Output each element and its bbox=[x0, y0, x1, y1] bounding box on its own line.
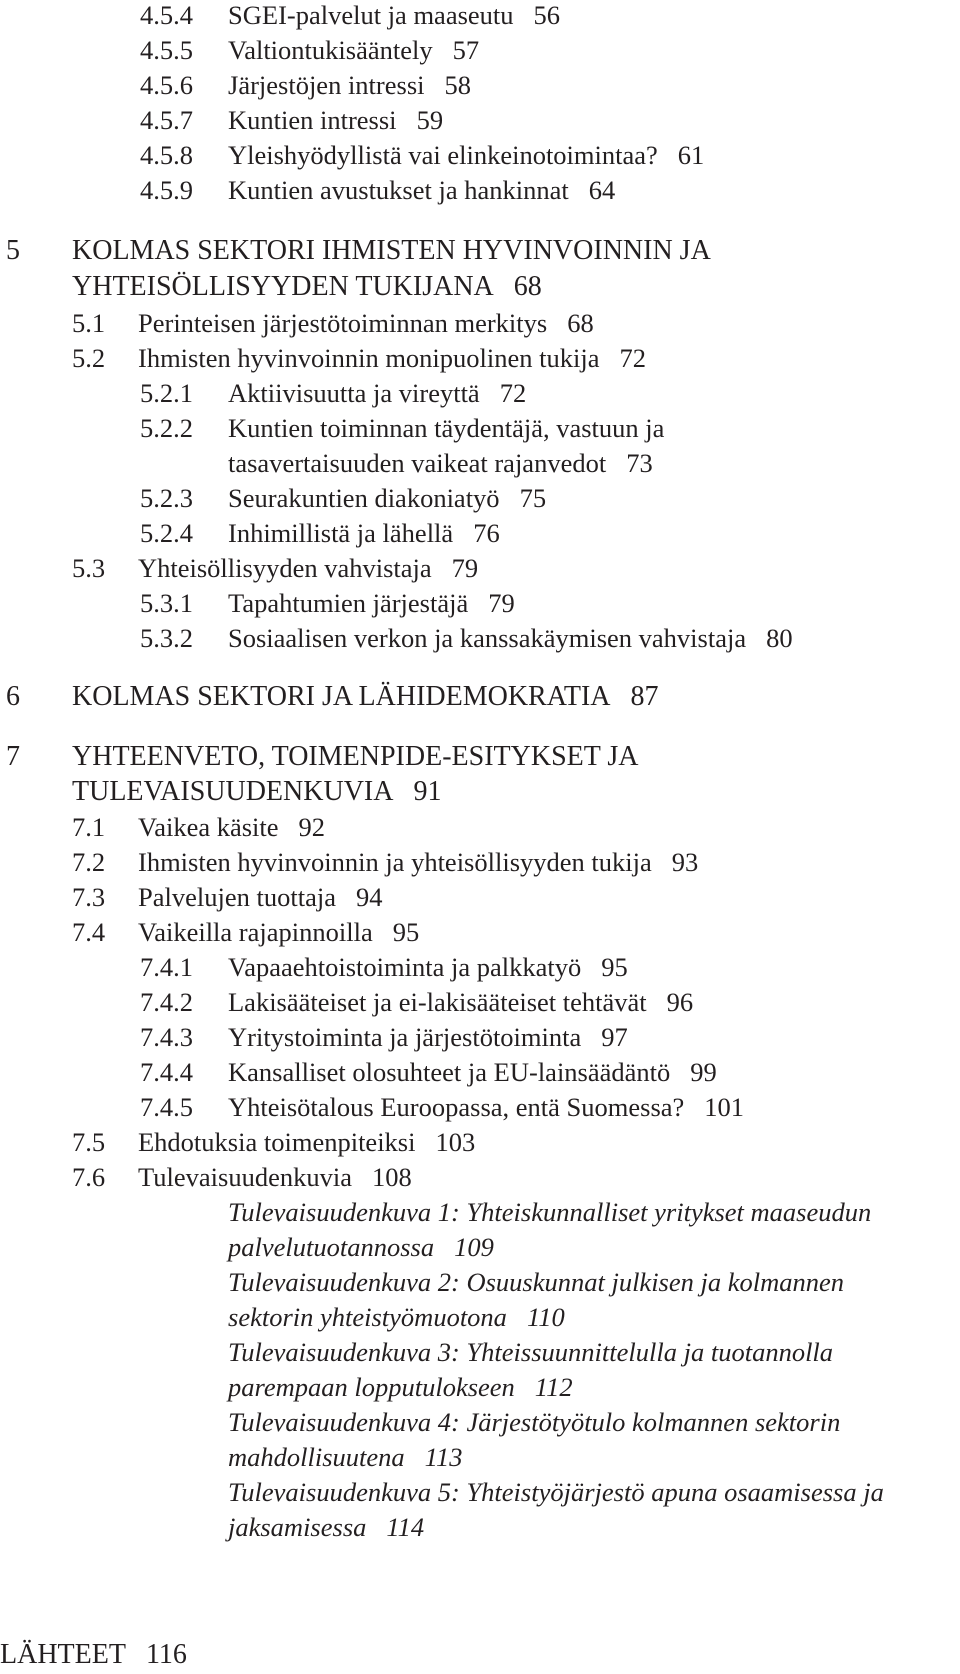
entry-title: Ihmisten hyvinvoinnin ja yhteisöllisyyden tukija bbox=[138, 847, 652, 877]
entry-title: Tulevaisuudenkuvia bbox=[138, 1162, 352, 1192]
entry-page: 79 bbox=[451, 553, 479, 583]
vision-title: jaksamisessa bbox=[228, 1512, 367, 1542]
entry-page: 91 bbox=[413, 776, 442, 807]
toc-vision-continuation bbox=[228, 1372, 573, 1402]
entry-number: 7.1 bbox=[72, 812, 106, 842]
entry-number: 5.2.2 bbox=[140, 413, 193, 443]
entry-title: Seurakuntien diakoniatyö bbox=[228, 483, 500, 513]
toc-entry bbox=[72, 1127, 475, 1157]
entry-number: 4.5.9 bbox=[140, 175, 193, 205]
entry-page: 110 bbox=[526, 1302, 565, 1332]
entry-page: 101 bbox=[704, 1092, 745, 1122]
toc-entry bbox=[72, 553, 478, 583]
toc-entry bbox=[72, 1162, 412, 1192]
toc-entry bbox=[140, 1057, 717, 1087]
entry-page: 112 bbox=[534, 1372, 573, 1402]
entry-number: 7.4.2 bbox=[140, 987, 193, 1017]
entry-page: 94 bbox=[355, 882, 383, 912]
toc-entry bbox=[72, 308, 594, 338]
entry-page: 92 bbox=[298, 812, 326, 842]
toc-entry bbox=[140, 378, 526, 408]
toc-vision-continuation bbox=[228, 1232, 494, 1262]
entry-page: 68 bbox=[513, 271, 542, 302]
chapter-number: 5 bbox=[6, 235, 20, 266]
chapter-title: TULEVAISUUDENKUVIA bbox=[72, 776, 394, 807]
entry-number: 5.1 bbox=[72, 308, 106, 338]
vision-title: Tulevaisuudenkuva 5: Yhteistyöjärjestö apuna osaamisessa ja bbox=[228, 1477, 884, 1507]
toc-chapter bbox=[6, 742, 638, 772]
toc-entry bbox=[140, 413, 664, 443]
entry-page: 109 bbox=[454, 1232, 494, 1262]
toc-vision bbox=[228, 1197, 871, 1227]
entry-page: 103 bbox=[435, 1127, 476, 1157]
toc-entry bbox=[140, 588, 515, 618]
vision-title: mahdollisuutena bbox=[228, 1442, 405, 1472]
entry-number: 4.5.8 bbox=[140, 140, 193, 170]
vision-title: Tulevaisuudenkuva 1: Yhteiskunnalliset yritykset maaseudun bbox=[228, 1197, 872, 1227]
entry-number: 4.5.4 bbox=[140, 0, 193, 30]
entry-number: 4.5.5 bbox=[140, 35, 193, 65]
entry-page: 108 bbox=[371, 1162, 412, 1192]
entry-title: Tapahtumien järjestäjä bbox=[228, 588, 469, 618]
toc-vision bbox=[228, 1337, 833, 1367]
entry-number: 4.5.7 bbox=[140, 105, 193, 135]
entry-title: Sosiaalisen verkon ja kanssakäymisen vahvistaja bbox=[228, 623, 747, 653]
entry-number: 4.5.6 bbox=[140, 70, 193, 100]
entry-title: Palvelujen tuottaja bbox=[138, 882, 336, 912]
entry-title: Perinteisen järjestötoiminnan merkitys bbox=[138, 308, 548, 338]
entry-number: 7.4.5 bbox=[140, 1092, 193, 1122]
entry-page: 64 bbox=[588, 175, 616, 205]
chapter-title: KOLMAS SEKTORI IHMISTEN HYVINVOINNIN JA bbox=[72, 235, 711, 266]
entry-title: Kuntien toiminnan täydentäjä, vastuun ja bbox=[228, 413, 665, 443]
vision-title: parempaan lopputulokseen bbox=[228, 1372, 515, 1402]
chapter-title: KOLMAS SEKTORI JA LÄHIDEMOKRATIA bbox=[72, 681, 611, 712]
entry-page: 57 bbox=[452, 35, 480, 65]
entry-page: 95 bbox=[392, 917, 420, 947]
entry-title: Yleishyödyllistä vai elinkeinotoimintaa? bbox=[228, 140, 658, 170]
entry-number: 5.3.2 bbox=[140, 623, 193, 653]
toc-vision bbox=[228, 1267, 844, 1297]
entry-page: 87 bbox=[630, 681, 659, 712]
entry-page: 75 bbox=[519, 483, 547, 513]
entry-number: 7.2 bbox=[72, 847, 106, 877]
toc-entry bbox=[140, 175, 615, 205]
entry-title: Vaikeilla rajapinnoilla bbox=[138, 917, 373, 947]
entry-title: Yhteisötalous Euroopassa, entä Suomessa? bbox=[228, 1092, 685, 1122]
entry-page: 114 bbox=[386, 1512, 425, 1542]
references-title: LÄHTEET bbox=[0, 1639, 126, 1670]
vision-title: Tulevaisuudenkuva 2: Osuuskunnat julkisen ja kolmannen bbox=[228, 1267, 845, 1297]
entry-title: SGEI-palvelut ja maaseutu bbox=[228, 0, 514, 30]
entry-page: 73 bbox=[626, 448, 653, 478]
entry-title: Ehdotuksia toimenpiteiksi bbox=[138, 1127, 416, 1157]
entry-number: 7.5 bbox=[72, 1127, 106, 1157]
toc-entry bbox=[140, 518, 500, 548]
toc-vision-continuation bbox=[228, 1442, 462, 1472]
entry-page: 79 bbox=[488, 588, 515, 618]
chapter-title: YHTEISÖLLISYYDEN TUKIJANA bbox=[72, 271, 494, 302]
entry-number: 5.2.1 bbox=[140, 378, 193, 408]
toc-vision bbox=[228, 1407, 840, 1437]
entry-number: 5.3.1 bbox=[140, 588, 193, 618]
toc-entry bbox=[72, 882, 382, 912]
entry-title: Kuntien avustukset ja hankinnat bbox=[228, 175, 569, 205]
entry-number: 5.2 bbox=[72, 343, 106, 373]
toc-entry bbox=[140, 70, 471, 100]
vision-title: palvelutuotannossa bbox=[228, 1232, 435, 1262]
toc-entry bbox=[140, 952, 628, 982]
entry-page: 56 bbox=[533, 0, 561, 30]
entry-title: Yritystoiminta ja järjestötoiminta bbox=[228, 1022, 582, 1052]
toc-entry bbox=[72, 343, 646, 373]
entry-page: 99 bbox=[690, 1057, 717, 1087]
toc-entry bbox=[140, 1022, 628, 1052]
entry-page: 59 bbox=[416, 105, 444, 135]
entry-title: Vapaaehtoistoiminta ja palkkatyö bbox=[228, 952, 582, 982]
entry-page: 80 bbox=[766, 623, 793, 653]
entry-title: Aktiivisuutta ja vireyttä bbox=[228, 378, 480, 408]
toc-entry bbox=[72, 917, 419, 947]
toc-vision-continuation bbox=[228, 1512, 424, 1542]
toc-entry bbox=[140, 0, 560, 30]
entry-title: Järjestöjen intressi bbox=[228, 70, 425, 100]
toc-entry bbox=[140, 623, 793, 653]
toc-entry bbox=[140, 105, 443, 135]
entry-number: 5.3 bbox=[72, 553, 106, 583]
toc-entry bbox=[140, 140, 704, 170]
entry-title: Inhimillistä ja lähellä bbox=[228, 518, 454, 548]
entry-page: 72 bbox=[499, 378, 527, 408]
toc-vision bbox=[228, 1477, 884, 1507]
entry-number: 7.4.1 bbox=[140, 952, 193, 982]
vision-title: Tulevaisuudenkuva 3: Yhteissuunnittelulla ja tuotannolla bbox=[228, 1337, 834, 1367]
toc-chapter-continuation bbox=[72, 272, 542, 302]
entry-page: 72 bbox=[619, 343, 647, 373]
toc-entry bbox=[72, 847, 698, 877]
entry-title: Valtiontukisääntely bbox=[228, 35, 433, 65]
entry-number: 7.3 bbox=[72, 882, 106, 912]
entry-number: 7.4.4 bbox=[140, 1057, 193, 1087]
toc-entry bbox=[140, 1092, 744, 1122]
toc-entry-continuation bbox=[228, 448, 653, 478]
entry-title: Yhteisöllisyyden vahvistaja bbox=[138, 553, 432, 583]
entry-page: 113 bbox=[424, 1442, 463, 1472]
toc-chapter bbox=[6, 682, 659, 712]
entry-number: 7.4 bbox=[72, 917, 106, 947]
toc-vision-continuation bbox=[228, 1302, 565, 1332]
entry-page: 61 bbox=[677, 140, 705, 170]
chapter-number: 7 bbox=[6, 741, 20, 772]
entry-page: 97 bbox=[601, 1022, 628, 1052]
entry-number: 5.2.4 bbox=[140, 518, 193, 548]
entry-number: 7.4.3 bbox=[140, 1022, 193, 1052]
entry-number: 7.6 bbox=[72, 1162, 106, 1192]
toc-entry bbox=[140, 483, 546, 513]
entry-page: 96 bbox=[666, 987, 694, 1017]
toc-references bbox=[0, 1640, 187, 1670]
entry-title: Ihmisten hyvinvoinnin monipuolinen tukija bbox=[138, 343, 600, 373]
entry-title: tasavertaisuuden vaikeat rajanvedot bbox=[228, 448, 607, 478]
chapter-title: YHTEENVETO, TOIMENPIDE-ESITYKSET JA bbox=[72, 741, 639, 772]
entry-page: 68 bbox=[567, 308, 594, 338]
entry-title: Lakisääteiset ja ei-lakisääteiset tehtävät bbox=[228, 987, 647, 1017]
entry-page: 76 bbox=[473, 518, 500, 548]
entry-number: 5.2.3 bbox=[140, 483, 193, 513]
toc-chapter bbox=[6, 236, 711, 266]
entry-page: 116 bbox=[145, 1639, 187, 1670]
entry-page: 58 bbox=[444, 70, 471, 100]
toc-entry bbox=[72, 812, 325, 842]
entry-page: 93 bbox=[671, 847, 699, 877]
vision-title: sektorin yhteistyömuotona bbox=[228, 1302, 507, 1332]
entry-page: 95 bbox=[601, 952, 628, 982]
entry-title: Kuntien intressi bbox=[228, 105, 397, 135]
chapter-number: 6 bbox=[6, 681, 20, 712]
vision-title: Tulevaisuudenkuva 4: Järjestötyötulo kolmannen sektorin bbox=[228, 1407, 841, 1437]
toc-entry bbox=[140, 35, 479, 65]
entry-title: Kansalliset olosuhteet ja EU-lainsäädäntö bbox=[228, 1057, 671, 1087]
toc-chapter-continuation bbox=[72, 777, 441, 807]
entry-title: Vaikea käsite bbox=[138, 812, 279, 842]
toc-entry bbox=[140, 987, 693, 1017]
